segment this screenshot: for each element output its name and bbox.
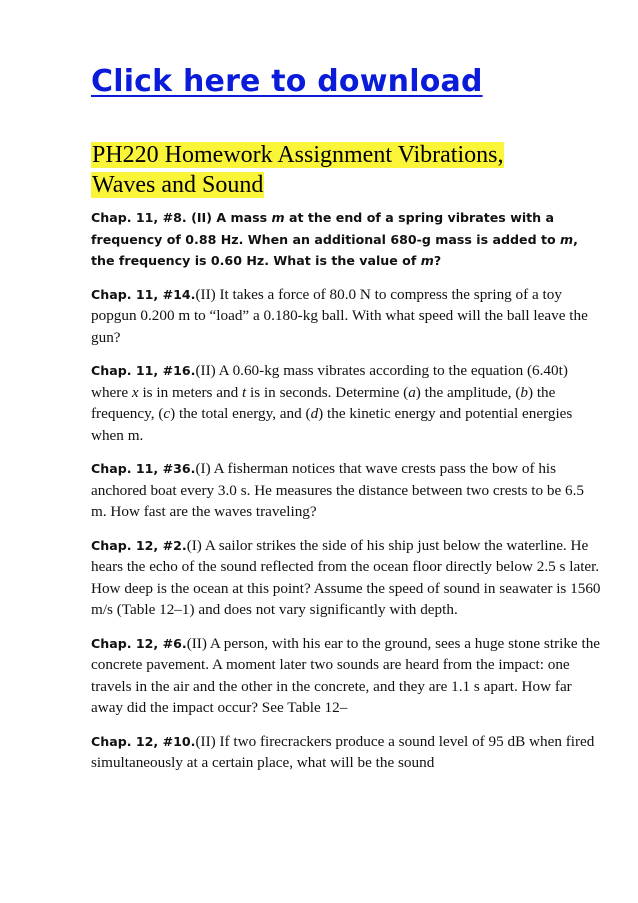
problem-text: ) the frequency, (	[91, 383, 556, 422]
download-link[interactable]: Click here to download	[91, 64, 483, 99]
problem-ref: Chap. 12, #2.	[91, 537, 187, 553]
problem-text: (II) A mass	[186, 210, 272, 225]
problem-ch11-8	[91, 207, 589, 272]
part-d: d	[310, 405, 319, 422]
var-m: m	[420, 253, 434, 268]
problem-text: is in meters and	[138, 383, 242, 401]
problem-ref: Chap. 11, #16.	[91, 363, 196, 378]
part-a: a	[408, 383, 416, 401]
problem-text: (II) A 0.60-kg mass vibrates according to the equation (6.40t) where	[91, 362, 568, 401]
part-b: b	[520, 383, 528, 401]
problem-text: (II) It takes a force of 80.0 N to compress the spring of a toy popgun 0.200 m to “load” a 0.180-kg ball. With what speed will the ball leave the gun?	[91, 285, 588, 346]
document-body	[91, 62, 601, 774]
problem-text: (I) A fisherman notices that wave crests pass the bow of his anchored boat every 3.0 s. He measures the distance between two crests to be 6.5 m. How fast are the waves traveling?	[91, 460, 585, 520]
problem-ref: Chap. 11, #8.	[91, 210, 187, 225]
problem-text: ?	[433, 253, 442, 268]
var-m: m	[271, 210, 285, 225]
problem-text: , the frequency is 0.60 Hz. What is the value of	[91, 231, 578, 268]
problem-ch11-14	[91, 284, 601, 349]
title-line-2: Waves and Sound	[92, 172, 264, 198]
problem-text: (I) A sailor strikes the side of his ship just below the waterline. He hears the echo of the sound reflected from the ocean floor directly below 2.5 s later. How deep is the ocean at this point? Assume the speed of sound in seawater is 1560 m/s (Table 12–1) and does not vary significantly with depth.	[91, 536, 601, 618]
problem-ref: Chap. 11, #14.	[91, 286, 196, 302]
problem-ch11-36	[91, 458, 601, 523]
title-line-1: PH220 Homework Assignment Vibrations,	[92, 142, 504, 168]
problem-text: is in seconds. Determine (	[246, 383, 409, 401]
var-t: t	[242, 383, 247, 401]
problem-text: ) the kinetic energy and potential energies when m.	[91, 405, 573, 444]
problem-text: ) the total energy, and (	[170, 405, 311, 422]
problem-ref: Chap. 12, #6.	[91, 635, 187, 651]
problem-ch12-10	[91, 731, 601, 774]
problem-ch12-2	[91, 535, 601, 621]
problem-ch12-6	[91, 633, 601, 719]
problem-text: (II) If two firecrackers produce a sound level of 95 dB when fired simultaneously at a certain place, what will be the sound	[91, 732, 595, 771]
var-x: x	[131, 383, 139, 401]
problem-ch11-16	[91, 360, 601, 446]
assignment-title	[91, 140, 601, 200]
problem-text: at the end of a spring vibrates with a frequency of 0.88 Hz. When an additional 680-g mass is added to	[91, 210, 561, 247]
problem-ref: Chap. 12, #10.	[91, 733, 196, 749]
problem-text: ) the amplitude, (	[415, 383, 521, 401]
part-c: c	[163, 405, 171, 422]
problem-ref: Chap. 11, #36.	[91, 461, 196, 476]
problem-text: (II) A person, with his ear to the ground, sees a huge stone strike the concrete pavement. A moment later two sounds are heard from the impact: one travels in the air and the other in the concrete, and they are 1.1 s apart. How far away did the impact occur? See Table 12–	[91, 634, 601, 716]
var-m: m	[560, 231, 574, 247]
